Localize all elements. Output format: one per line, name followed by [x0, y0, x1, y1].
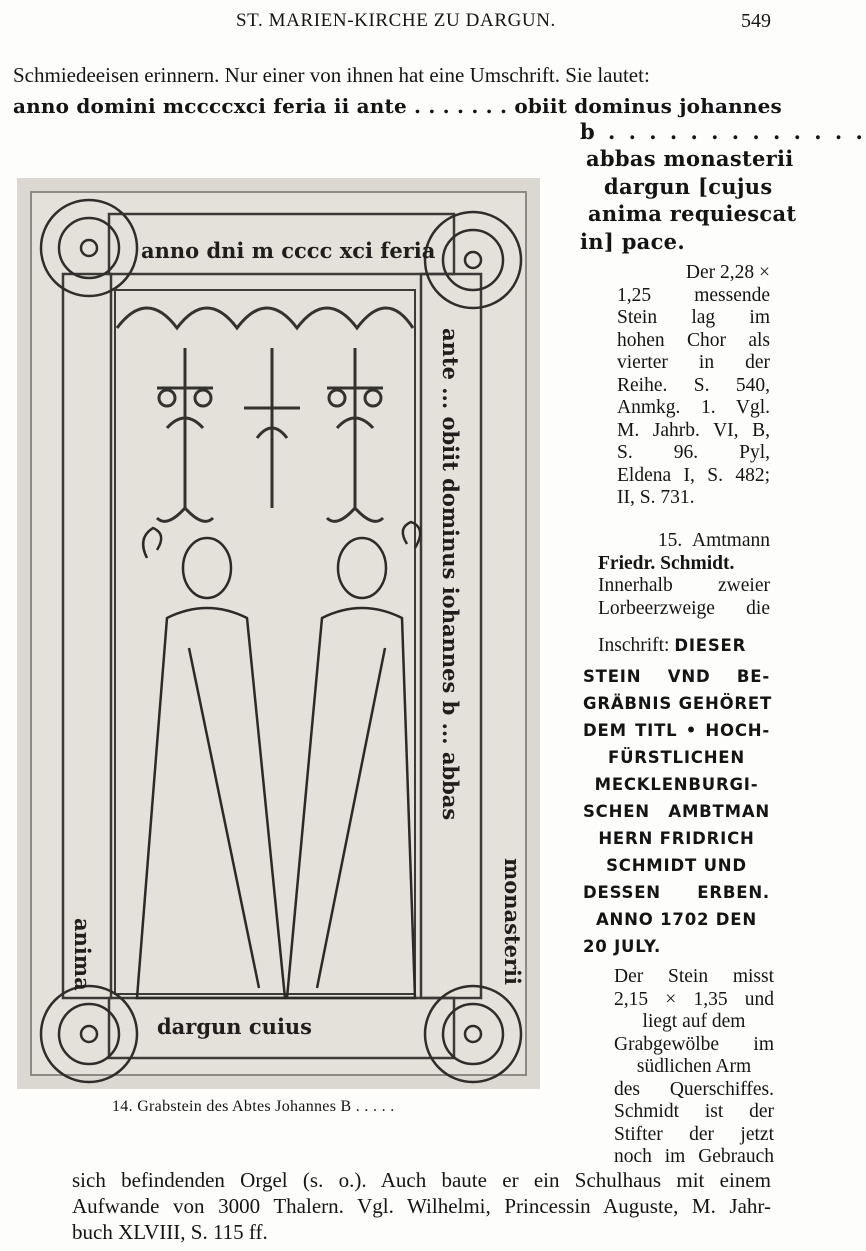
- after-line: des Querschiffes.: [614, 1078, 774, 1100]
- bottom-line-1: sich befindenden Orgel (s. o.). Auch baute er ein Schulhaus mit einem: [72, 1168, 771, 1192]
- stone-note-line: Reihe. S. 540,: [617, 374, 770, 396]
- inscription-line: MECKLENBURGI-: [594, 775, 759, 794]
- inscription-line: GRÄBNIS GEHÖRET: [583, 694, 773, 713]
- tombstone-engraving: [17, 178, 540, 1089]
- after-line: liegt auf dem: [642, 1011, 746, 1032]
- blackletter-line-3: abbas monasterii: [586, 146, 794, 171]
- inscription-intro-label: Inschrift:: [598, 635, 670, 656]
- engraving-right-inscription-2: monasterii: [500, 858, 525, 986]
- inscription-line: HERN FRIDRICH: [598, 829, 755, 848]
- item-15-after: [614, 966, 774, 1169]
- after-line: Der Stein misst: [614, 966, 774, 987]
- item-15-line: Lorbeerzweige die: [598, 597, 770, 619]
- inscription-intro: [598, 635, 746, 657]
- item-15: [598, 530, 770, 620]
- after-line: noch im Gebrauch: [614, 1146, 774, 1167]
- inscription-block: [583, 663, 773, 960]
- running-title: ST. MARIEN-KIRCHE ZU DARGUN.: [236, 10, 556, 31]
- inscription-line: SCHEN AMBTMAN: [583, 802, 770, 821]
- blackletter-line-5: anima requiescat: [588, 201, 797, 226]
- bottom-line-3: buch XLVIII, S. 115 ff.: [72, 1220, 268, 1244]
- blackletter-line-4: dargun [cujus: [604, 174, 773, 199]
- engraving-top-inscription: anno dni m cccc xci feria: [141, 238, 436, 263]
- inscription-line: ANNO 1702 DEN: [595, 910, 757, 929]
- stone-note: [617, 262, 770, 510]
- stone-note-line: II, S. 731.: [617, 487, 695, 508]
- stone-note-line: 1,25 messende: [617, 284, 770, 306]
- inscription-line: DEM TITL • HOCH-: [583, 721, 770, 740]
- item-15-role: Amtmann: [692, 530, 770, 551]
- engraving-bottom-inscription: dargun cuius: [157, 1014, 313, 1039]
- blackletter-line-1: anno domini mccccxci feria ii ante . . . . . . . obiit dominus johannes: [13, 94, 782, 118]
- after-line: Grabgewölbe im: [614, 1033, 774, 1055]
- stone-note-line: S. 96. Pyl,: [617, 442, 770, 463]
- page-header: [0, 10, 793, 40]
- stone-note-line: Stein lag im: [617, 307, 770, 328]
- after-line: Schmidt ist der: [614, 1101, 774, 1122]
- after-line: südlichen Arm: [636, 1056, 752, 1077]
- inscription-first-word: DIESER: [674, 636, 747, 655]
- figure-caption: 14. Grabstein des Abtes Johannes B . . . . .: [112, 1098, 395, 1115]
- tombstone-figure: [17, 178, 540, 1089]
- intro-line: Schmiedeeisen erinnern. Nur einer von ihnen hat eine Umschrift. Sie lautet:: [13, 63, 650, 87]
- item-15-line: Innerhalb zweier: [598, 575, 770, 596]
- stone-note-line: Anmkg. 1. Vgl.: [617, 397, 770, 418]
- after-line: 2,15 × 1,35 und: [614, 988, 774, 1010]
- engraving-right-inscription: ante ... obiit dominus iohannes b ... abbas: [438, 328, 463, 821]
- item-15-number: 15.: [657, 530, 683, 551]
- after-line: Stifter der jetzt: [614, 1123, 774, 1145]
- blackletter-line-6: in] pace.: [580, 229, 685, 254]
- blackletter-line-2: b . . . . . . . . . . . . .: [580, 119, 866, 144]
- stone-note-line: M. Jahrb. VI, B,: [617, 419, 770, 441]
- engraving-left-inscription: anima: [70, 918, 95, 991]
- page-number: 549: [741, 10, 771, 32]
- stone-note-line: vierter in der: [617, 352, 770, 373]
- item-15-heading: [598, 530, 770, 553]
- stone-note-line: hohen Chor als: [617, 329, 770, 351]
- stone-note-line: Der 2,28 ×: [685, 262, 770, 283]
- item-15-name: Friedr. Schmidt.: [598, 552, 735, 574]
- bottom-line-2: Aufwande von 3000 Thalern. Vgl. Wilhelmi, Princessin Auguste, M. Jahr-: [72, 1194, 771, 1218]
- stone-note-line: Eldena I, S. 482;: [617, 464, 770, 486]
- inscription-line: SCHMIDT UND: [606, 856, 747, 875]
- inscription-line: FÜRSTLICHEN: [608, 748, 745, 767]
- inscription-line: DESSEN ERBEN.: [583, 883, 770, 902]
- inscription-line: STEIN VND BE-: [583, 667, 770, 686]
- inscription-line: 20 JULY.: [583, 937, 662, 956]
